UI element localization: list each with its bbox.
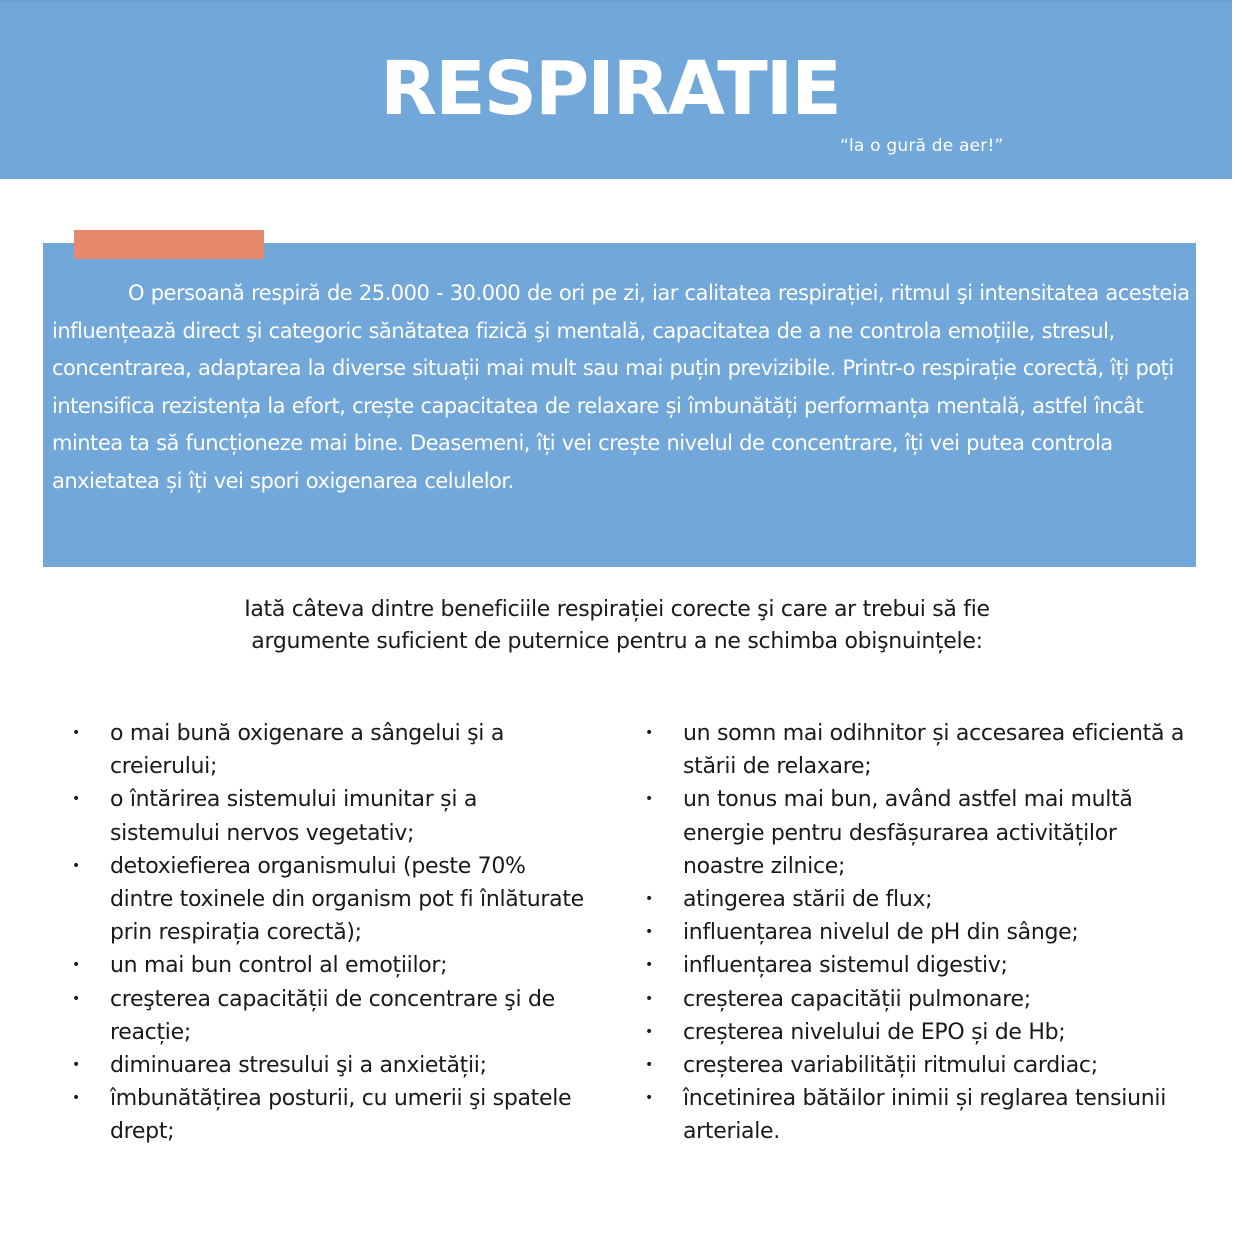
bullet-icon: • <box>72 857 80 874</box>
bullet-icon: • <box>645 1090 653 1107</box>
list-item-text: diminuarea stresului şi a anxietății; <box>110 1053 487 1079</box>
bullet-icon: • <box>72 725 80 741</box>
list-item-text: creșterea variabilității ritmului cardiac; <box>683 1053 1098 1079</box>
bullet-icon: • <box>72 791 80 808</box>
bullet-icon: • <box>645 891 653 908</box>
list-item <box>72 850 587 950</box>
list-item <box>72 983 587 1049</box>
list-item-text: creşterea capacității de concentrare şi de reacție; <box>110 986 555 1045</box>
benefits-lead-line-1: Iată câteva dintre beneficiile respirației corecte şi care ar trebui să fie <box>244 597 990 622</box>
list-item <box>645 1049 1190 1082</box>
bullet-icon: • <box>645 924 653 941</box>
bullet-icon: • <box>72 990 80 1007</box>
bullet-icon: • <box>72 1057 80 1074</box>
list-item-text: o mai bună oxigenare a sângelui şi a creierului; <box>110 721 504 780</box>
list-item <box>72 949 587 982</box>
list-item <box>72 783 587 849</box>
list-item <box>72 1049 587 1082</box>
list-item-text: o întărirea sistemului imunitar și a sistemului nervos vegetativ; <box>110 787 478 846</box>
list-item-text: influențarea sistemul digestiv; <box>683 953 1008 979</box>
list-item <box>72 717 587 783</box>
bullet-icon: • <box>72 957 80 974</box>
list-item-text: creșterea nivelului de EPO și de Hb; <box>683 1019 1066 1045</box>
bullet-icon: • <box>645 990 653 1007</box>
list-item-text: un mai bun control al emoțiilor; <box>110 953 448 979</box>
benefits-lead-line-2: argumente suficient de puternice pentru a ne schimba obişnuințele: <box>251 629 983 654</box>
list-item-text: influențarea nivelul de pH din sânge; <box>683 920 1079 946</box>
list-item-text: îmbunătățirea posturii, cu umerii şi spatele drept; <box>110 1086 572 1145</box>
list-item-text: atingerea stării de flux; <box>683 887 933 913</box>
bullet-icon: • <box>72 1090 80 1107</box>
bullet-icon: • <box>645 1023 653 1040</box>
list-item <box>645 1016 1190 1049</box>
accent-bar <box>74 230 264 259</box>
benefits-lead <box>150 594 1084 658</box>
list-item <box>645 983 1190 1016</box>
list-item <box>645 717 1190 783</box>
list-item-text: detoxiefierea organismului (peste 70% dintre toxinele din organism pot fi înlăturate prin respirația corectă); <box>110 853 584 946</box>
bullet-icon: • <box>645 1057 653 1074</box>
list-item <box>72 1082 587 1148</box>
page-subtitle: “la o gură de aer!” <box>840 136 1004 156</box>
intro-paragraph: O persoană respiră de 25.000 - 30.000 de ori pe zi, iar calitatea respirației, ritmul şi intensitatea acesteia influențează direct şi categoric sănătatea fizică şi mentală, capacitatea de a ne controla emoțiile, stresul, concentrarea, adaptarea la diverse situații mai mult sau mai puțin previzibile. Printr-o respirație corectă, îți poți intensifica rezistența la efort, crește capacitatea de relaxare și îmbunătăți performanța mentală, astfel încât mintea ta să funcționeze mai bine. Deasemeni, îți vei crește nivelul de concentrare, îți vei putea controla anxietatea și îți vei spori oxigenarea celulelor. <box>52 281 1190 493</box>
list-item-text: creșterea capacității pulmonare; <box>683 986 1031 1012</box>
bullet-icon: • <box>645 957 653 974</box>
list-item <box>645 883 1190 916</box>
list-item <box>645 783 1190 883</box>
bullet-icon: • <box>645 791 653 808</box>
list-item <box>645 1082 1190 1148</box>
list-item <box>645 949 1190 982</box>
benefits-list-right <box>645 717 1190 1149</box>
benefits-list-left <box>72 717 587 1149</box>
bullet-icon: • <box>645 725 653 741</box>
list-item-text: un somn mai odihnitor și accesarea eficientă a stării de relaxare; <box>683 721 1184 780</box>
page-title: RESPIRATIE <box>380 46 840 132</box>
list-item-text: un tonus mai bun, având astfel mai multă energie pentru desfășurarea activităților noastre zilnice; <box>683 787 1133 879</box>
list-item-text: încetinirea bătăilor inimii și reglarea tensiunii arteriale. <box>683 1086 1167 1145</box>
header-banner <box>0 0 1232 179</box>
list-item <box>645 916 1190 949</box>
